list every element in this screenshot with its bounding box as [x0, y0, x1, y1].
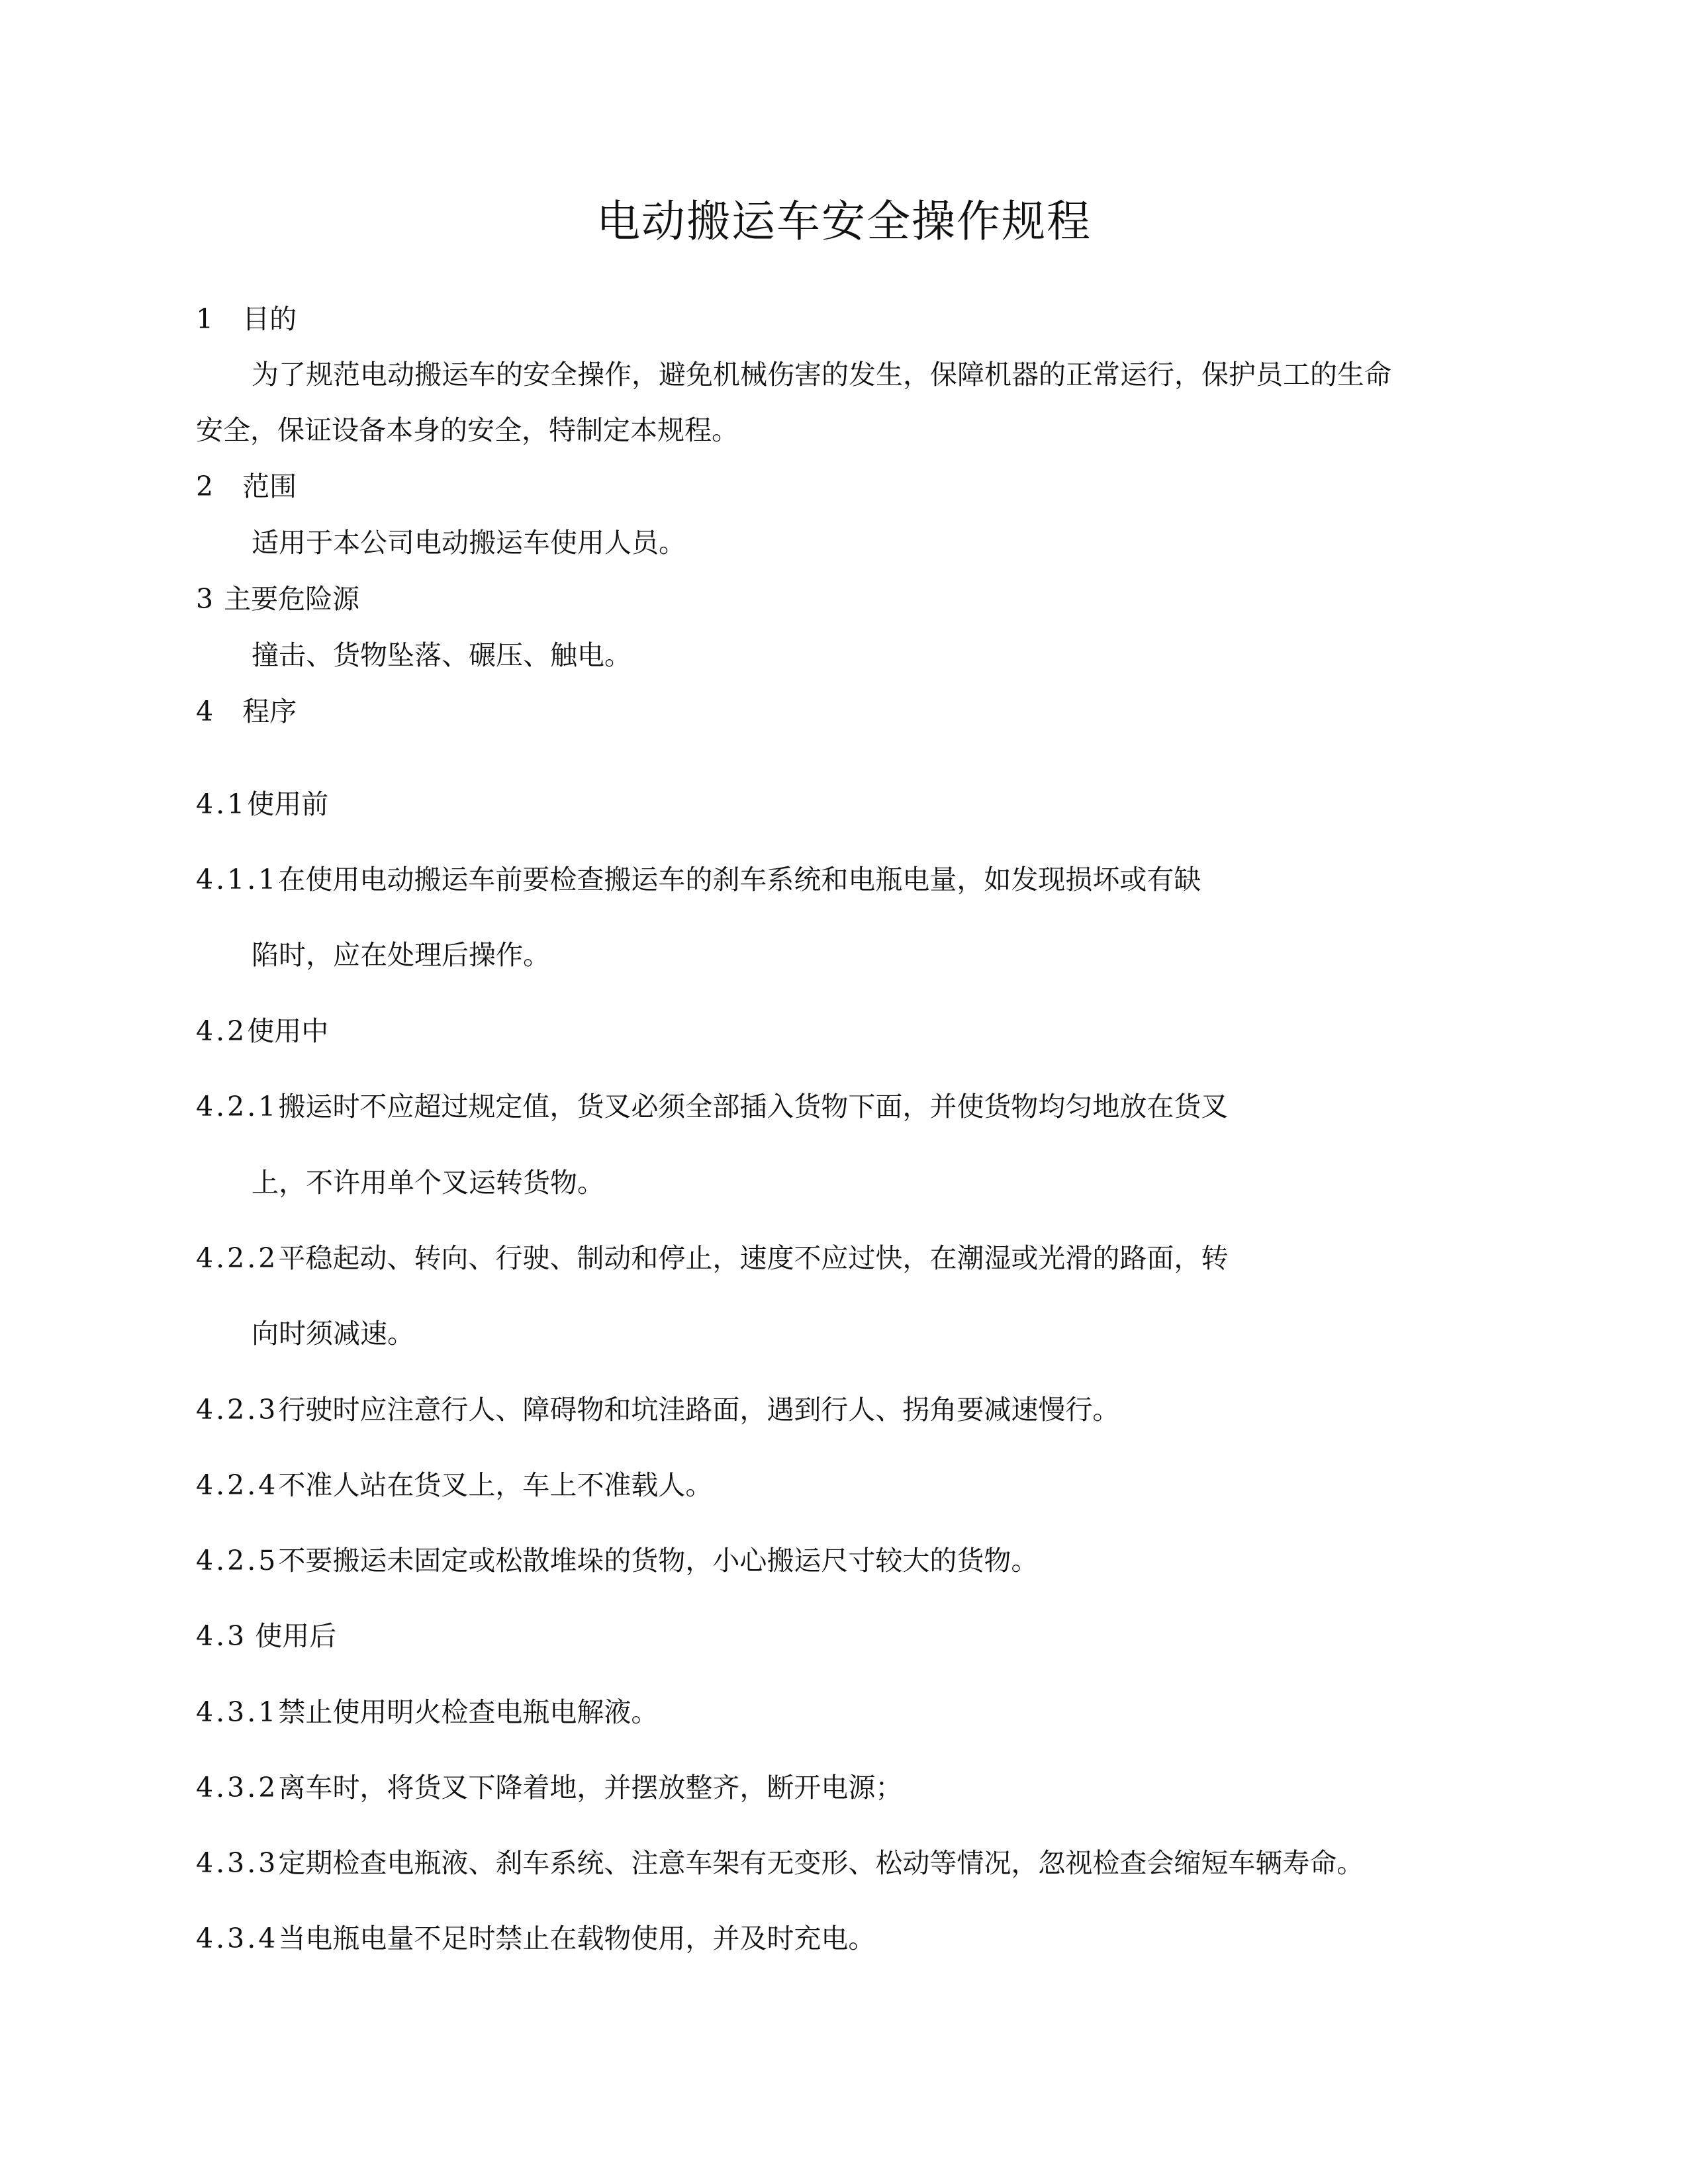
item-4-2-2-continuation: 向时须减速。 [252, 1318, 414, 1349]
item-number: 4.2.2 [196, 1242, 279, 1274]
item-4-1 [196, 784, 328, 824]
item-number: 4.3.3 [196, 1847, 279, 1879]
page-title: 电动搬运车安全操作规程 [596, 196, 1092, 247]
item-4-3-4 [196, 1919, 875, 1958]
item-text: 使用前 [247, 788, 329, 820]
item-4-2-1 [196, 1087, 1228, 1126]
section-2-heading [196, 467, 297, 506]
section-1-body-line-1: 为了规范电动搬运车的安全操作，避免机械伤害的发生，保障机器的正常运行，保护员工的生命 [252, 359, 1391, 390]
item-4-2-1-continuation: 上，不许用单个叉运转货物。 [252, 1167, 604, 1199]
item-4-2-5 [196, 1541, 1038, 1580]
item-4-2-3 [196, 1390, 1119, 1430]
item-number: 4.3.1 [196, 1696, 279, 1728]
item-number: 4.2.5 [196, 1545, 279, 1576]
item-number: 4.2 [196, 1015, 248, 1047]
item-number: 4.1.1 [196, 864, 279, 895]
item-4-1-1-continuation: 陷时，应在处理后操作。 [252, 939, 550, 971]
item-text: 定期检查电瓶液、刹车系统、注意车架有无变形、松动等情况，忽视检查会缩短车辆寿命。 [278, 1847, 1364, 1879]
section-number: 2 [196, 471, 216, 502]
item-number: 4.3.4 [196, 1923, 279, 1954]
item-4-2-4 [196, 1465, 712, 1505]
item-number: 4.2.4 [196, 1469, 279, 1501]
section-4-heading [196, 692, 297, 731]
section-number: 1 [196, 303, 216, 335]
item-text: 平稳起动、转向、行驶、制动和停止，速度不应过快，在潮湿或光滑的路面，转 [278, 1242, 1229, 1274]
section-number: 4 [196, 696, 216, 727]
section-heading-text: 范围 [242, 471, 297, 502]
section-number: 3 [196, 583, 216, 615]
item-number: 4.3 [196, 1620, 248, 1652]
section-3-heading [196, 579, 359, 619]
item-text: 在使用电动搬运车前要检查搬运车的刹车系统和电瓶电量，如发现损坏或有缺 [278, 864, 1201, 895]
item-text: 当电瓶电量不足时禁止在载物使用，并及时充电。 [278, 1923, 876, 1954]
item-text: 搬运时不应超过规定值，货叉必须全部插入货物下面，并使货物均匀地放在货叉 [278, 1091, 1229, 1122]
item-4-3-1 [196, 1692, 658, 1732]
item-text: 离车时，将货叉下降着地，并摆放整齐，断开电源； [278, 1772, 903, 1803]
item-text: 使用后 [255, 1620, 337, 1652]
section-1-body-line-2: 安全，保证设备本身的安全，特制定本规程。 [196, 414, 739, 446]
item-text: 行驶时应注意行人、障碍物和坑洼路面，遇到行人、拐角要减速慢行。 [278, 1394, 1120, 1426]
section-heading-text: 程序 [242, 696, 297, 727]
section-3-body: 撞击、货物坠落、碾压、触电。 [252, 639, 632, 671]
item-number: 4.2.1 [196, 1091, 279, 1122]
section-1-heading [196, 299, 297, 339]
item-number: 4.2.3 [196, 1394, 279, 1426]
item-number: 4.1 [196, 788, 248, 820]
item-4-2-2 [196, 1238, 1228, 1278]
item-text: 使用中 [247, 1015, 329, 1047]
item-text: 不要搬运未固定或松散堆垛的货物，小心搬运尺寸较大的货物。 [278, 1545, 1039, 1576]
item-text: 禁止使用明火检查电瓶电解液。 [278, 1696, 659, 1728]
item-4-3-2 [196, 1768, 902, 1807]
section-heading-text: 目的 [242, 303, 297, 335]
item-4-2 [196, 1011, 328, 1051]
item-4-3 [196, 1616, 336, 1656]
section-2-body: 适用于本公司电动搬运车使用人员。 [252, 527, 686, 559]
item-text: 不准人站在货叉上，车上不准载人。 [278, 1469, 713, 1501]
item-number: 4.3.2 [196, 1772, 279, 1803]
item-4-1-1 [196, 860, 1201, 899]
section-heading-text: 主要危险源 [224, 583, 360, 615]
item-4-3-3 [196, 1843, 1364, 1883]
